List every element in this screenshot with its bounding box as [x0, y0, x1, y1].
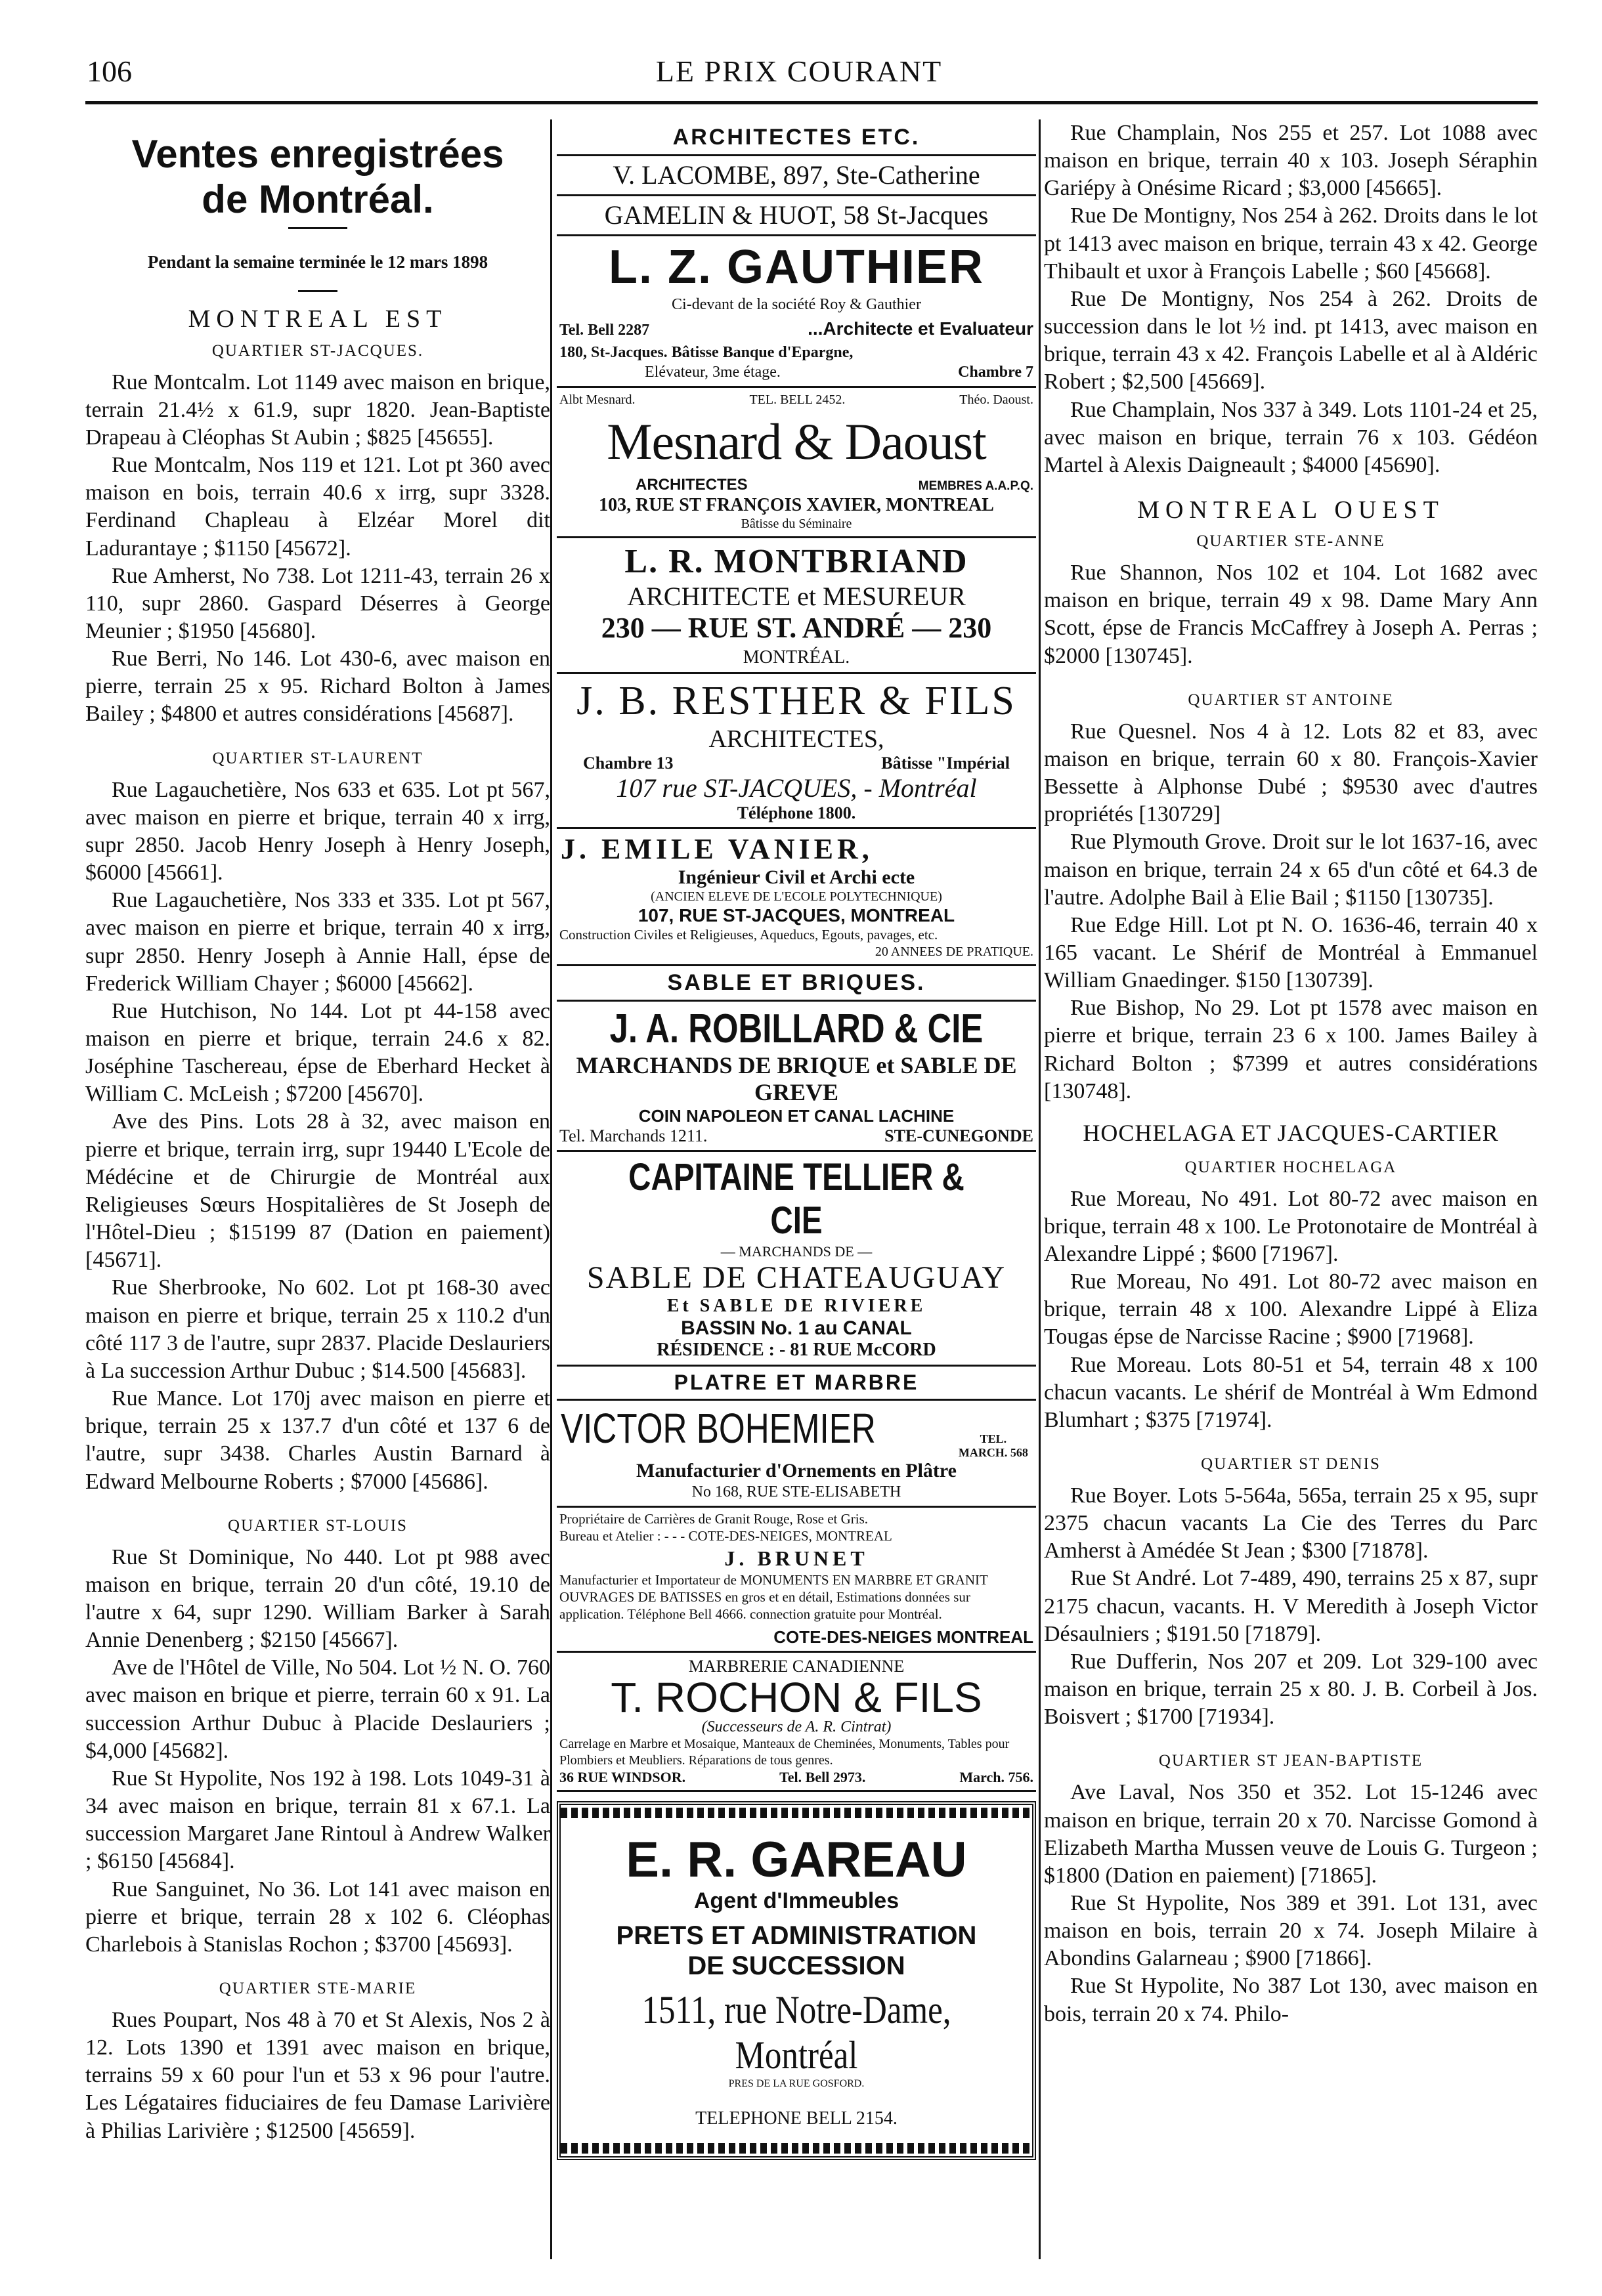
ad-tellier	[557, 1152, 1036, 1367]
ad-text: Construction Civiles et Religieuses, Aqueducs, Egouts, pavages, etc.	[559, 927, 938, 943]
rule	[298, 290, 337, 292]
sale-entry: Rue Champlain, Nos 337 à 349. Lots 1101-24 et 25, avec maison en brique, terrain 76 x 103. Gédéon Martel à Alexis Daigneault ; $4000 [45690].	[1044, 397, 1538, 477]
sale-entry: Rue Boyer. Lots 5-564a, 565a, terrain 25 x 95, supr 2375 chacun vacants La Cie des Terres du Parc Amherst à Amédée St Jean ; $300 [71878].	[1044, 1483, 1538, 1563]
ad-text: ARCHITECTES	[636, 475, 748, 494]
ad-text: Manufacturier d'Ornements en Plâtre	[636, 1459, 957, 1481]
district-heading: QUARTIER STE-ANNE	[1196, 532, 1385, 551]
ad-bohemier	[557, 1401, 1036, 1508]
ad-text: Téléphone 1800.	[737, 803, 856, 823]
sale-entry: Rue Plymouth Grove. Droit sur le lot 1637-16, avec maison en brique, terrain 24 x 65 d'un côté et 64.3 de l'autre. Adolphe Bail à Elie Bail ; $1150 [130735].	[1044, 830, 1538, 910]
ad-text: Tel. Bell 2287	[559, 321, 650, 339]
ad-text: Chambre 13	[583, 754, 674, 773]
ad-brunet	[557, 1508, 1036, 1653]
sale-entry: Rues Poupart, Nos 48 à 70 et St Alexis, Nos 2 à 12. Lots 1390 et 1391 avec maison en brique, terrains 59 x 60 pour l'un et 53 x 96 pour l'autre. Les Légataires fiduciaires de feu Damase Larivière à Philias Larivière ; $12500 [45659].	[85, 2008, 550, 2143]
ad-text: TELEPHONE BELL 2154.	[695, 2108, 898, 2129]
ad-rochon-name: T. ROCHON & FILS	[611, 1673, 982, 1721]
ad-text: MONTRÉAL.	[743, 647, 850, 668]
sale-entry: Rue Quesnel. Nos 4 à 12. Lots 82 et 83, avec maison en brique, terrain 60 x 80. François-Xavier Bessette à Alphonse Dubé ; $9530 avec d'autres propriétés [130729]	[1044, 719, 1538, 827]
sale-entry: Rue Champlain, Nos 255 et 257. Lot 1088 avec maison en brique, terrain 40 x 103. Joseph Séraphin Gariépy à Onésime Ricard ; $3,000 [45665].	[1044, 121, 1538, 201]
ad-text: COTE-DES-NEIGES MONTREAL	[773, 1627, 1033, 1648]
ad-text: 103, RUE ST FRANÇOIS XAVIER, MONTREAL	[599, 494, 994, 515]
ad-text: Albt Mesnard.	[559, 392, 636, 407]
column-divider	[550, 119, 552, 2259]
sale-entry: Rue Moreau, No 491. Lot 80-72 avec maison en brique, terrain 48 x 100. Alexandre Lippé à Eliza Tougas épse de Narcisse Racine ; $900 [71968].	[1044, 1269, 1538, 1350]
district-heading: QUARTIER ST-LOUIS	[228, 1516, 408, 1535]
ad-mesnard-name: Mesnard & Daoust	[607, 412, 986, 470]
ad-text: Ingénieur Civil et Archi ecte	[678, 866, 915, 888]
ad-text: 20 ANNEES DE PRATIQUE.	[875, 944, 1033, 959]
ad-text: TEL. BELL 2452.	[749, 392, 846, 407]
ad-text: 1511, rue Notre-Dame, Montréal	[641, 1988, 951, 2077]
ad-text: Elévateur, 3me étage.	[645, 363, 781, 381]
ad-text: 180, St-Jacques. Bâtisse Banque d'Epargne,	[559, 343, 854, 361]
ad-text: Chambre 7	[958, 363, 1033, 381]
ad-text: (Successeurs de A. R. Cintrat)	[701, 1718, 892, 1735]
ad-montbriand	[557, 538, 1036, 675]
ad-text: Bâtisse du Séminaire	[741, 516, 852, 531]
sale-entry: Rue St Dominique, No 440. Lot pt 988 avec maison en brique, terrain 20 d'un côté, 19.10 de l'autre x 64, supr 1290. William Barker à Sarah Annie Denenberg ; $2150 [45667].	[85, 1544, 550, 1653]
ad-vanier	[557, 829, 1036, 966]
sale-entry: Rue Hutchison, No 144. Lot pt 44-158 avec maison en pierre et brique, terrain 24.6 x 82. Joséphine Taschereau, épse de Eberhard Hecket à William C. McLeish ; $7200 [45670].	[85, 998, 550, 1107]
column-left	[85, 119, 550, 2145]
ad-gamelin: GAMELIN & HUOT, 58 St-Jacques	[557, 196, 1036, 236]
section-title: Ventes enregistrées de Montréal.	[131, 132, 504, 221]
ad-rochon	[557, 1653, 1036, 1792]
ad-text: 36 RUE WINDSOR.	[559, 1769, 686, 1786]
ad-text: March. 756.	[959, 1769, 1033, 1786]
sale-entry: Rue De Montigny, Nos 254 à 262. Droits dans le lot pt 1413 avec maison en brique, terrain 43 x 42. George Thibault et uxor à François Labelle ; $60 [45668].	[1044, 203, 1538, 284]
column-divider	[1039, 119, 1041, 2259]
ad-text: MARBRERIE CANADIENNE	[688, 1656, 905, 1676]
journal-title: LE PRIX COURANT	[655, 54, 943, 88]
ad-gauthier-name: L. Z. GAUTHIER	[609, 241, 984, 294]
sale-entry: Rue St Hypolite, No 387 Lot 130, avec maison en bois, terrain 20 x 74. Philo-	[1044, 1974, 1538, 2026]
ad-vanier-name: J. EMILE VANIER,	[561, 833, 873, 866]
ad-heading: PLATRE ET MARBRE	[557, 1367, 1036, 1401]
district-heading: QUARTIER HOCHELAGA	[1184, 1158, 1397, 1176]
subtitle: Pendant la semaine terminée le 12 mars 1898	[147, 252, 488, 272]
ad-gauthier	[557, 236, 1036, 388]
section-heading: HOCHELAGA ET JACQUES-CARTIER	[1083, 1119, 1499, 1146]
ad-text: STE-CUNEGONDE	[884, 1126, 1033, 1145]
sale-entry: Rue Lagauchetière, Nos 333 et 335. Lot pt 567, avec maison en pierre et brique, terrain 40 x irrg, supr 2850. Henry Joseph à Annie Hall, épse de Frederick William Chayer ; $6000 [45662].	[85, 888, 550, 996]
ad-robillard-name: J. A. ROBILLARD & CIE	[609, 1006, 984, 1052]
ad-text: Agent d'Immeubles	[693, 1888, 899, 1913]
ad-text: Ci-devant de la société Roy & Gauthier	[672, 295, 921, 313]
sale-entry: Rue St Hypolite, Nos 389 et 391. Lot 131, avec maison en bois, terrain 20 x 74. Joseph Milaire à Abondins Galarneau ; $900 [71866].	[1044, 1891, 1538, 1971]
ad-montbriand-name: L. R. MONTBRIAND	[624, 542, 968, 580]
ad-text: Tel. Marchands 1211.	[559, 1126, 708, 1145]
ad-bohemier-name: VICTOR BOHEMIER	[561, 1405, 876, 1453]
sale-entry: Rue Dufferin, Nos 207 et 209. Lot 329-100 avec maison en brique, terrain 25 x 80. J. B. Corbeil à Jos. Boisvert ; $1700 [71934].	[1044, 1649, 1538, 1730]
ad-lacombe: V. LACOMBE, 897, Ste-Catherine	[557, 156, 1036, 196]
ad-text: MEMBRES A.A.P.Q.	[918, 478, 1033, 493]
ad-text: RÉSIDENCE : - 81 RUE McCORD	[657, 1340, 936, 1361]
ad-text: BASSIN No. 1 au CANAL	[681, 1317, 912, 1339]
ad-text: TEL. MARCH. 568	[958, 1432, 1028, 1459]
ad-text: DE SUCCESSION	[687, 1951, 905, 1981]
ad-text: Propriétaire de Carrières de Granit Rouge, Rose et Gris.	[559, 1511, 869, 1527]
ad-text: COIN NAPOLEON ET CANAL LACHINE	[638, 1105, 955, 1126]
section-heading: MONTREAL EST	[188, 305, 448, 333]
ad-text: Tel. Bell 2973.	[779, 1769, 866, 1786]
district-heading: QUARTIER ST-JACQUES.	[211, 341, 424, 360]
ad-mesnard	[557, 388, 1036, 538]
district-heading: QUARTIER ST-LAURENT	[212, 749, 423, 767]
sale-entry: Rue Sherbrooke, No 602. Lot pt 168-30 avec maison en pierre et brique, terrain 25 x 110.2 d'un côté 117 3 de l'autre, supr 2837. Placide Deslauriers à La succession Arthur Dubuc ; $14.500 [45683].	[85, 1275, 550, 1383]
border-ornament	[561, 1808, 1032, 1818]
sale-entry: Rue St Hypolite, Nos 192 à 198. Lots 1049-31 à 34 avec maison en brique, terrain 81 x 67.1. La succession Margaret Jane Rintoul à Andrew Walker ; $6150 [45684].	[85, 1766, 550, 1874]
page-header	[47, 47, 1551, 110]
ad-text: Et SABLE DE RIVIERE	[666, 1296, 926, 1317]
ad-text: — MARCHANDS DE —	[720, 1243, 873, 1260]
district-heading: QUARTIER STE-MARIE	[219, 1980, 417, 1998]
sale-entry: Rue Lagauchetière, Nos 633 et 635. Lot pt 567, avec maison en pierre et brique, terrain 40 x irrg, supr 2850. Jacob Henry Joseph à Henry Joseph, $6000 [45661].	[85, 777, 550, 885]
ad-text: PRETS ET ADMINISTRATION	[616, 1921, 977, 1951]
ad-gareau	[557, 1801, 1036, 2160]
sale-entry: Ave des Pins. Lots 28 à 32, avec maison en pierre et brique, terrain irrg, supr 19440 L'Ecole de Médécine et de Chirurgie de Montréal aux Religieuses Sœurs Hospitalières de St Joseph de l'Hôtel-Dieu ; $15199 87 (Dation en paiement) [45671].	[85, 1109, 550, 1273]
sale-entry: Rue Shannon, Nos 102 et 104. Lot 1682 avec maison en brique, terrain 49 x 98. Dame Mary Ann Scott, épse de Francis McCaffrey à Joseph A. Perras ; $2000 [130745].	[1044, 561, 1538, 668]
ad-text: ARCHITECTES,	[708, 725, 884, 753]
sale-entry: Rue Berri, No 146. Lot 430-6, avec maison en pierre, terrain 25 x 95. Richard Bolton à James Bailey ; $4800 et autres considérations [45687].	[85, 647, 550, 727]
ad-heading: SABLE ET BRIQUES.	[557, 966, 1036, 1002]
header-rule	[85, 101, 1538, 104]
sale-entry: Rue Mance. Lot 170j avec maison en pierre et brique, terrain 25 x 137.7 d'un côté et 137 6 de l'autre, supr 3438. Charles Austin Barnard à Edward Melbourne Roberts ; $7000 [45686].	[85, 1386, 550, 1494]
ad-text: Théo. Daoust.	[959, 392, 1033, 407]
sale-entry: Rue Moreau. Lots 80-51 et 54, terrain 48 x 100 chacun vacants. Le shérif de Montréal à Wm Edmond Blumhart ; $375 [71974].	[1044, 1352, 1538, 1432]
sale-entry: Rue Edge Hill. Lot pt N. O. 1636-46, terrain 40 x 165 vacant. Le Shérif de Montréal à Emmanuel William Gnaedinger. $150 [130739].	[1044, 912, 1538, 993]
newspaper-page	[47, 47, 1551, 2266]
ad-heading: ARCHITECTES ETC.	[557, 119, 1036, 156]
border-ornament	[561, 2143, 1032, 2154]
ad-text: ARCHITECTE et MESUREUR	[627, 581, 966, 611]
ad-brunet-name: J. BRUNET	[724, 1546, 869, 1570]
sale-entry: Rue Montcalm. Lot 1149 avec maison en brique, terrain 21.4½ x 61.9, supr 1820. Jean-Baptiste Drapeau à Cléophas St Aubin ; $825 [45655].	[85, 370, 550, 450]
ad-text: 230 — RUE ST. ANDRÉ — 230	[601, 611, 992, 644]
page-number: 106	[87, 54, 132, 88]
ad-resther-name: J. B. RESTHER & FILS	[576, 679, 1016, 724]
ad-text: SABLE DE CHATEAUGUAY	[586, 1260, 1007, 1296]
ad-text: 107, RUE ST-JACQUES, MONTREAL	[638, 905, 955, 926]
ad-text: MARCHANDS DE BRIQUE et SABLE DE GREVE	[576, 1052, 1017, 1106]
ad-text: Bâtisse "Impérial	[881, 754, 1010, 773]
ad-text: ...Architecte et Evaluateur	[808, 318, 1033, 339]
sale-entry: Rue St André. Lot 7-489, 490, terrains 25 x 87, supr 2175 chacun, vacants. H. V Meredith à Joseph Victor Désaulniers ; $191.50 [71879].	[1044, 1566, 1538, 1646]
ad-text: Manufacturier et Importateur de MONUMENTS EN MARBRE ET GRANIT OUVRAGES DE BATISSES en gros et en détail, Estimations données sur application. Téléphone Bell 4666. connection gratuite pour Montréal.	[559, 1571, 988, 1622]
sale-entry: Rue De Montigny, Nos 254 à 262. Droits de succession dans le lot ½ ind. pt 1413, avec maison en brique, terrain 43 x 42. François Labelle et al à Aldéric Robert ; $2,500 [45669].	[1044, 286, 1538, 394]
sale-entry: Ave de l'Hôtel de Ville, No 504. Lot ½ N. O. 760 avec maison en brique et pierre, terrain 60 x 91. La succession Arthur Dubuc à Placide Deslauriers ; $4,000 [45682].	[85, 1655, 550, 1763]
rule	[288, 227, 347, 229]
column-ads	[557, 119, 1036, 2160]
ad-text: Carrelage en Marbre et Mosaique, Manteaux de Cheminées, Monuments, Tables pour Plombiers et Meubliers. Réparations de tous genres.	[559, 1737, 1010, 1768]
ad-robillard	[557, 1002, 1036, 1152]
ad-text: PRES DE LA RUE GOSFORD.	[728, 2078, 865, 2090]
sale-entry: Rue Amherst, No 738. Lot 1211-43, terrain 26 x 110, supr 2860. Gaspard Déserres à George Meunier ; $1950 [45680].	[85, 563, 550, 643]
ad-tellier-name: CAPITAINE TELLIER & CIE	[628, 1155, 964, 1243]
ad-text: No 168, RUE STE-ELISABETH	[691, 1483, 901, 1500]
ad-resther	[557, 674, 1036, 829]
district-heading: QUARTIER ST ANTOINE	[1188, 691, 1394, 709]
section-heading: MONTREAL OUEST	[1137, 496, 1444, 524]
sale-entry: Rue Sanguinet, No 36. Lot 141 avec maison en pierre et brique, terrain 28 x 102 6. Cléophas Charlebois à Stanislas Rochon ; $3700 [45693].	[85, 1877, 550, 1957]
ad-text: (ANCIEN ELEVE DE L'ECOLE POLYTECHNIQUE)	[651, 889, 942, 904]
ad-gareau-name: E. R. GAREAU	[626, 1831, 967, 1888]
ad-text: 107 rue ST-JACQUES, - Montréal	[616, 773, 977, 803]
district-heading: QUARTIER ST JEAN-BAPTISTE	[1158, 1752, 1423, 1770]
sale-entry: Rue Montcalm, Nos 119 et 121. Lot pt 360 avec maison en bois, terrain 40.6 x irrg, supr 3328. Ferdinand Chapleau à Elzéar Morel dit Ladurantaye ; $1150 [45672].	[85, 453, 550, 561]
sale-entry: Rue Moreau, No 491. Lot 80-72 avec maison en brique, terrain 48 x 100. Le Protonotaire de Montréal à Alexandre Lippé ; $600 [71967].	[1044, 1186, 1538, 1266]
column-right	[1044, 119, 1538, 2028]
sale-entry: Ave Laval, Nos 350 et 352. Lot 15-1246 avec maison en brique, terrain 20 x 70. Narcisse Gomond à Elizabeth Martha Mussen veuve de Louis G. Turgeon ; $1800 (Dation en paiement) [71865].	[1044, 1780, 1538, 1888]
sale-entry: Rue Bishop, No 29. Lot pt 1578 avec maison en pierre et brique, terrain 23 6 x 100. James Bailey à Richard Bolton ; $7399 et autres considérations [130748].	[1044, 996, 1538, 1103]
ad-text: Bureau et Atelier : - - - COTE-DES-NEIGES, MONTREAL	[559, 1528, 892, 1544]
district-heading: QUARTIER ST DENIS	[1201, 1455, 1381, 1473]
